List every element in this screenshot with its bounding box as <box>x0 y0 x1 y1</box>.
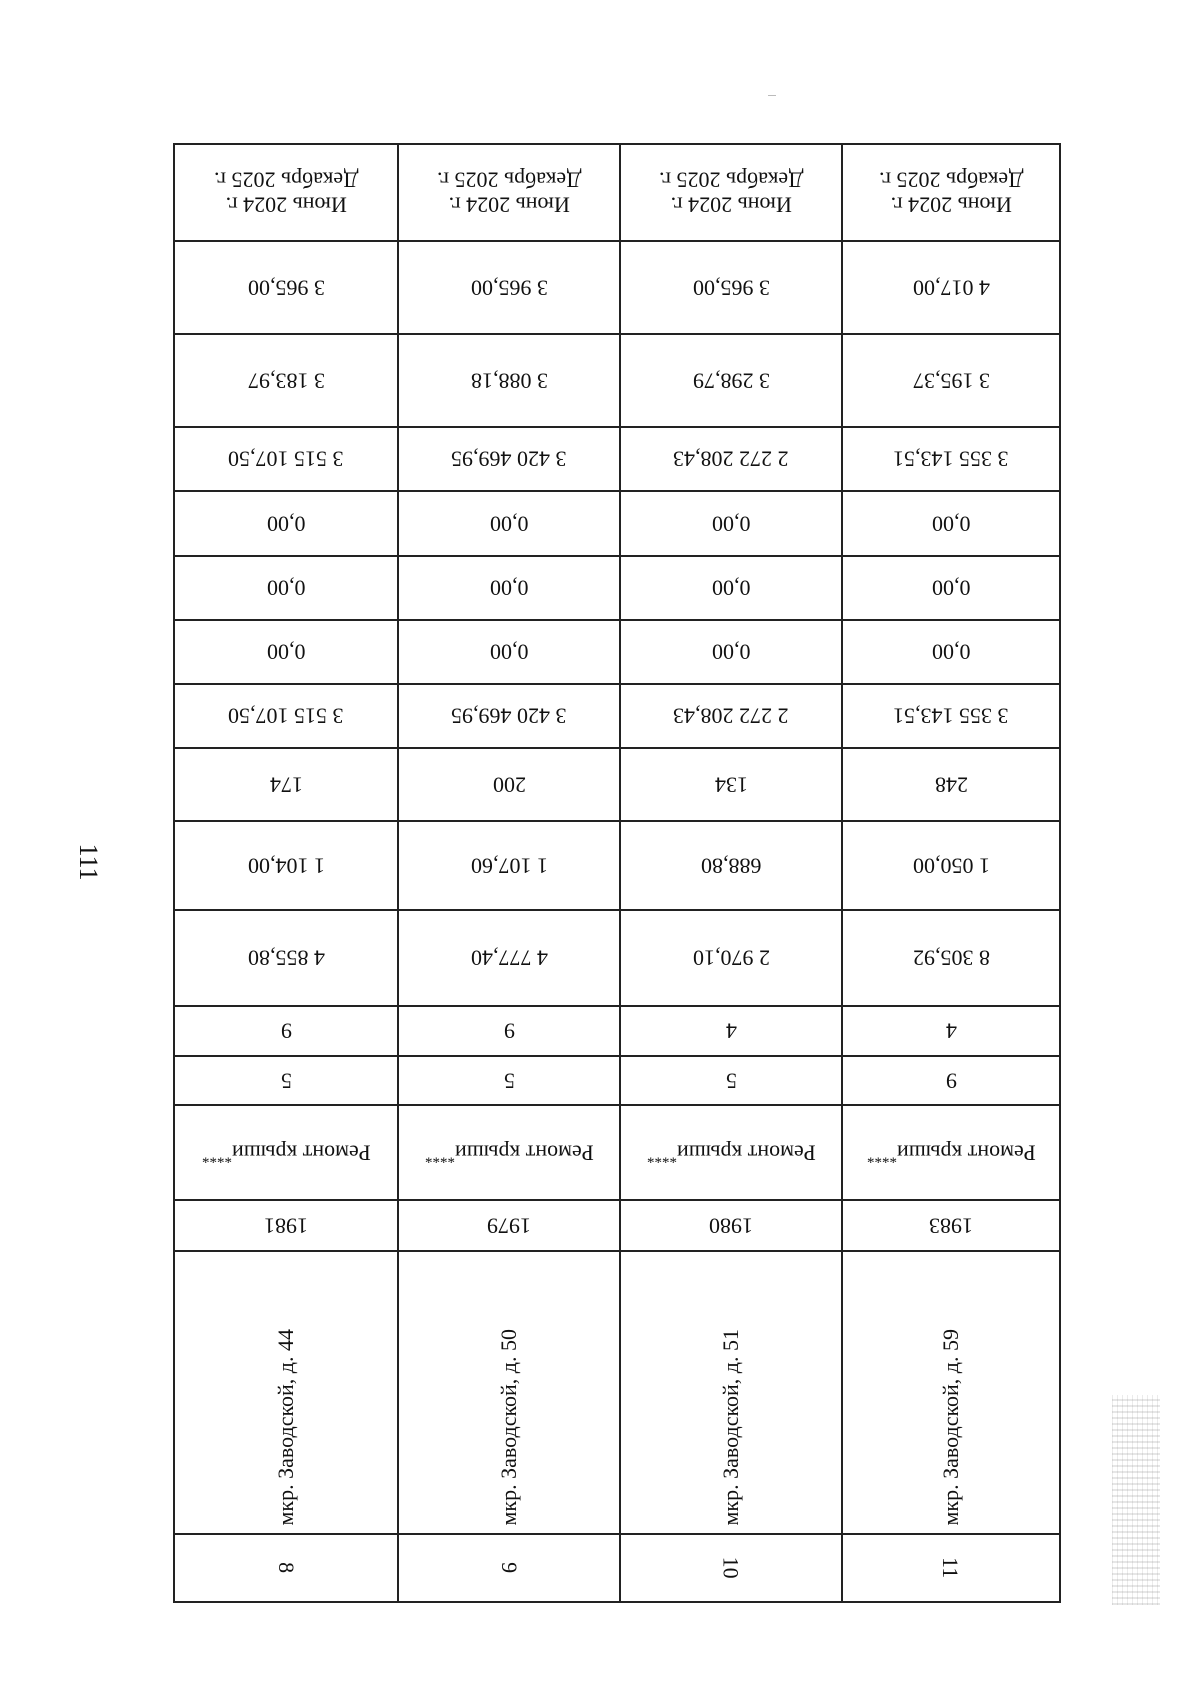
address-cell <box>399 1250 619 1533</box>
zero-text: 0,00 <box>489 511 529 537</box>
c9-cell <box>621 747 841 820</box>
c5-cell <box>175 1055 397 1104</box>
table-row <box>397 145 619 1601</box>
num-cell <box>175 1533 397 1601</box>
price2-text: 4 017,00 <box>912 275 990 301</box>
total2-text: 3 420 469,95 <box>451 446 567 472</box>
area-text: 4 777,40 <box>470 945 548 971</box>
period-cell <box>175 145 397 240</box>
period-cell <box>399 145 619 240</box>
work-text <box>425 1140 594 1166</box>
year-text: 1981 <box>264 1213 308 1239</box>
zero-text: 0,00 <box>266 511 306 537</box>
c9-text: 174 <box>269 772 303 798</box>
total-cell <box>843 683 1059 747</box>
c9-cell <box>843 747 1059 820</box>
num-text: 10 <box>718 1556 744 1579</box>
work-cell <box>399 1104 619 1199</box>
table-row <box>841 145 1059 1601</box>
c8-text: 1 050,00 <box>912 853 990 879</box>
price2-cell <box>175 240 397 333</box>
work-text <box>867 1140 1036 1166</box>
area-text: 4 855,80 <box>247 945 325 971</box>
c8-text: 1 104,00 <box>247 853 325 879</box>
price2-cell <box>621 240 841 333</box>
year-text: 1980 <box>709 1213 753 1239</box>
c9-cell <box>175 747 397 820</box>
price2-cell <box>843 240 1059 333</box>
price1-cell <box>621 333 841 426</box>
work-label: Ремонт крыши <box>231 1139 371 1165</box>
c5-cell <box>843 1055 1059 1104</box>
zero-text: 0,00 <box>931 639 971 665</box>
area-text: 2 970,10 <box>692 945 770 971</box>
area-text: 8 305,92 <box>912 945 990 971</box>
zero-cell <box>621 619 841 683</box>
zero-cell <box>399 619 619 683</box>
price1-cell <box>843 333 1059 426</box>
price1-text: 3 298,79 <box>692 368 770 394</box>
work-label: Ремонт крыши <box>676 1139 816 1165</box>
zero-text: 0,00 <box>266 575 306 601</box>
c8-text: 1 107,60 <box>470 853 548 879</box>
work-mark: **** <box>866 1149 897 1166</box>
address-text: мкр. Заводской, д. 59 <box>938 1328 963 1525</box>
zero-cell <box>399 555 619 619</box>
page-number: 111 <box>74 843 103 881</box>
zero-text: 0,00 <box>711 511 751 537</box>
work-label: Ремонт крыши <box>454 1139 594 1165</box>
year-cell <box>621 1199 841 1250</box>
table-row <box>175 145 397 1601</box>
c8-cell <box>175 820 397 909</box>
period-text: Июнь 2024 г. Декабрь 2025 г. <box>658 167 804 218</box>
area-cell <box>843 909 1059 1005</box>
total2-cell <box>621 426 841 490</box>
year-cell <box>843 1199 1059 1250</box>
c6-cell <box>175 1005 397 1055</box>
c6-text: 9 <box>503 1018 515 1044</box>
price2-text: 3 965,00 <box>470 275 548 301</box>
zero-cell <box>843 490 1059 555</box>
num-text: 8 <box>273 1562 299 1574</box>
c8-cell <box>621 820 841 909</box>
total-cell <box>399 683 619 747</box>
num-cell <box>621 1533 841 1601</box>
total2-cell <box>843 426 1059 490</box>
price1-text: 3 183,97 <box>247 368 325 394</box>
c5-text: 5 <box>503 1068 515 1094</box>
c9-text: 134 <box>714 772 748 798</box>
c9-text: 248 <box>934 772 968 798</box>
rotated-data-table <box>173 143 1061 1603</box>
price1-text: 3 195,37 <box>912 368 990 394</box>
work-cell <box>621 1104 841 1199</box>
period-text: Июнь 2024 г. Декабрь 2025 г. <box>213 167 359 218</box>
c5-text: 9 <box>945 1068 957 1094</box>
zero-cell <box>843 619 1059 683</box>
total2-text: 3 355 143,51 <box>893 446 1009 472</box>
zero-cell <box>621 555 841 619</box>
address-text: мкр. Заводской, д. 44 <box>273 1328 298 1525</box>
zero-cell <box>175 619 397 683</box>
price1-cell <box>399 333 619 426</box>
c5-text: 5 <box>725 1068 737 1094</box>
address-cell <box>621 1250 841 1533</box>
work-mark: **** <box>201 1149 232 1166</box>
price2-text: 3 965,00 <box>692 275 770 301</box>
year-text: 1979 <box>487 1213 531 1239</box>
zero-cell <box>399 490 619 555</box>
num-cell <box>843 1533 1059 1601</box>
price2-cell <box>399 240 619 333</box>
work-cell <box>843 1104 1059 1199</box>
zero-text: 0,00 <box>266 639 306 665</box>
total2-text: 2 272 208,43 <box>673 446 789 472</box>
c5-cell <box>621 1055 841 1104</box>
price1-text: 3 088,18 <box>470 368 548 394</box>
c6-text: 4 <box>945 1018 957 1044</box>
zero-cell <box>175 555 397 619</box>
period-text: Июнь 2024 г. Декабрь 2025 г. <box>878 167 1024 218</box>
work-mark: **** <box>424 1149 455 1166</box>
work-label: Ремонт крыши <box>896 1139 1036 1165</box>
zero-text: 0,00 <box>711 639 751 665</box>
total2-cell <box>175 426 397 490</box>
num-cell <box>399 1533 619 1601</box>
c8-cell <box>843 820 1059 909</box>
c5-text: 5 <box>280 1068 292 1094</box>
total-text: 3 355 143,51 <box>893 703 1009 729</box>
zero-text: 0,00 <box>711 575 751 601</box>
period-cell <box>843 145 1059 240</box>
c6-cell <box>621 1005 841 1055</box>
work-text <box>647 1140 816 1166</box>
zero-text: 0,00 <box>931 575 971 601</box>
work-text <box>202 1140 371 1166</box>
total2-cell <box>399 426 619 490</box>
period-cell <box>621 145 841 240</box>
work-cell <box>175 1104 397 1199</box>
total-text: 3 515 107,50 <box>228 703 344 729</box>
c9-text: 200 <box>492 772 526 798</box>
address-cell <box>843 1250 1059 1533</box>
total2-text: 3 515 107,50 <box>228 446 344 472</box>
zero-cell <box>621 490 841 555</box>
price1-cell <box>175 333 397 426</box>
period-text: Июнь 2024 г. Декабрь 2025 г. <box>436 167 582 218</box>
area-cell <box>175 909 397 1005</box>
year-cell <box>399 1199 619 1250</box>
zero-text: 0,00 <box>931 511 971 537</box>
zero-cell <box>843 555 1059 619</box>
total-cell <box>621 683 841 747</box>
area-cell <box>621 909 841 1005</box>
zero-text: 0,00 <box>489 575 529 601</box>
address-text: мкр. Заводской, д. 50 <box>496 1328 521 1525</box>
c9-cell <box>399 747 619 820</box>
total-cell <box>175 683 397 747</box>
table-row <box>619 145 841 1601</box>
area-cell <box>399 909 619 1005</box>
num-text: 11 <box>938 1557 964 1579</box>
address-text: мкр. Заводской, д. 51 <box>718 1328 743 1525</box>
zero-text: 0,00 <box>489 639 529 665</box>
c6-text: 4 <box>725 1018 737 1044</box>
year-text: 1983 <box>929 1213 973 1239</box>
num-text: 9 <box>496 1562 522 1574</box>
work-mark: **** <box>646 1149 677 1166</box>
c6-cell <box>399 1005 619 1055</box>
total-text: 2 272 208,43 <box>673 703 789 729</box>
total-text: 3 420 469,95 <box>451 703 567 729</box>
year-cell <box>175 1199 397 1250</box>
price2-text: 3 965,00 <box>247 275 325 301</box>
c6-cell <box>843 1005 1059 1055</box>
scan-stamp-noise <box>1112 1395 1160 1605</box>
c5-cell <box>399 1055 619 1104</box>
c6-text: 9 <box>280 1018 292 1044</box>
c8-text: 688,80 <box>700 853 762 879</box>
zero-cell <box>175 490 397 555</box>
address-cell <box>175 1250 397 1533</box>
c8-cell <box>399 820 619 909</box>
scan-mark <box>768 95 776 96</box>
